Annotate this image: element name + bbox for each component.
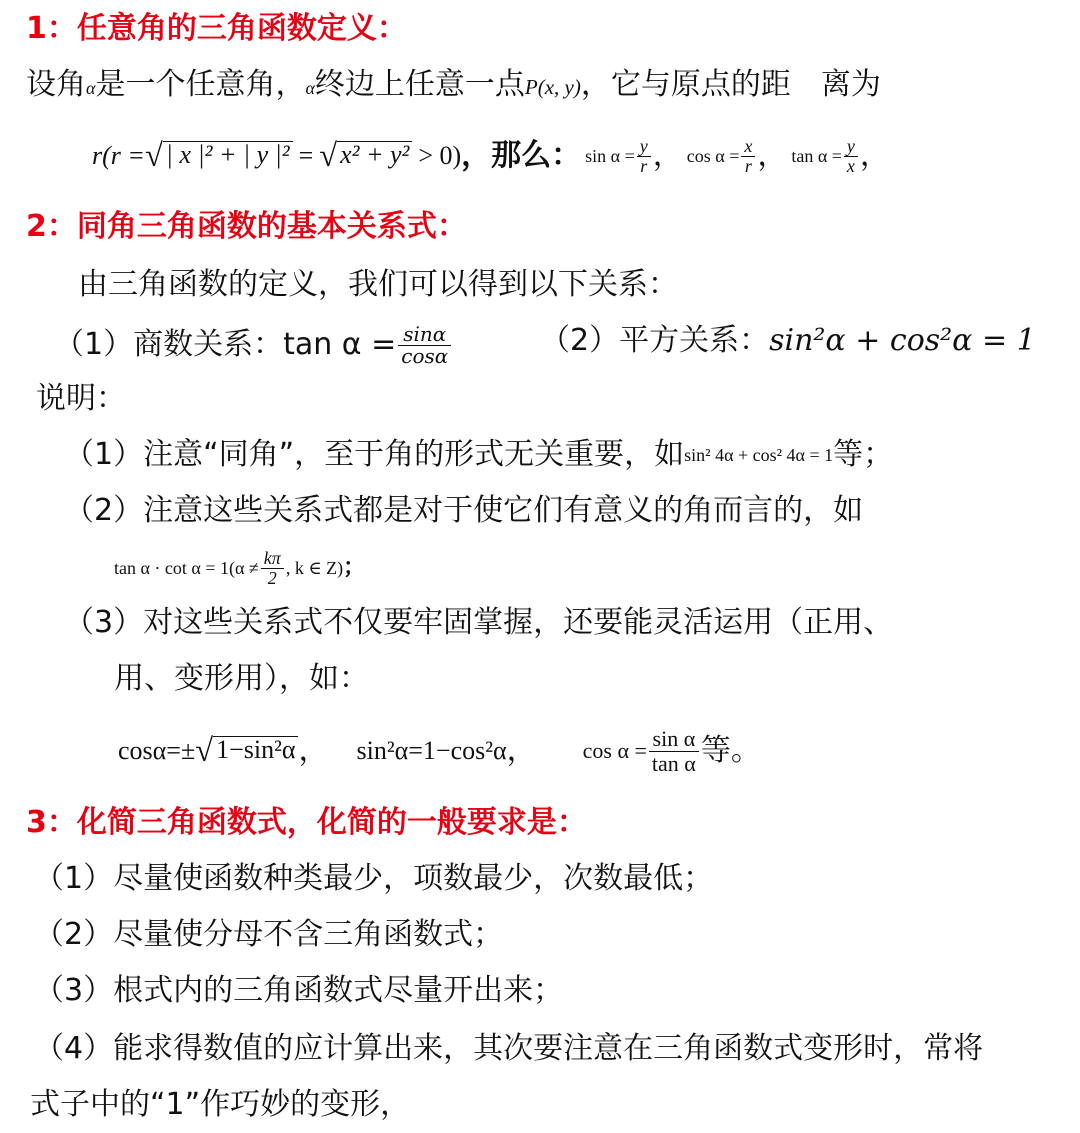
formula-3-end: 等。 <box>700 733 761 768</box>
equals-sign: = <box>298 141 314 170</box>
then-text: ，那么： <box>461 138 582 173</box>
tan-denominator: x <box>844 156 858 176</box>
cos-def-fraction <box>741 137 755 176</box>
radical-abs-body: | x |² + | y |² <box>163 141 293 168</box>
radical-xy-body: x² + y² <box>337 141 412 168</box>
note-2-lhs: tan α · cot α = 1(α ≠ <box>114 558 259 578</box>
note-2-rhs: , k ∈ Z) <box>285 558 344 578</box>
note-2-formula <box>114 540 365 596</box>
note-1-formula: sin² 4α + cos² 4α = 1 <box>684 445 834 465</box>
list-item: （2）尽量使分母不含三角函数式； <box>34 917 504 952</box>
formula-3-numerator: sin α <box>652 726 696 752</box>
square-formula: sin²α + cos²α = 1 <box>769 323 1036 358</box>
cos-def-lhs: cos α = <box>686 146 740 166</box>
intro-text: 由三角函数的定义，我们可以得到以下关系： <box>78 267 678 302</box>
note-3-formulas <box>118 718 761 784</box>
note-text: （1）注意“同角”，至于角的形式无关重要，如 <box>64 437 685 472</box>
list-item: （1）尽量使函数种类最少，项数最少，次数最低； <box>34 861 714 896</box>
note-2-fraction <box>261 549 284 588</box>
r-open: r(r = <box>92 141 145 170</box>
formula-1-radical-body: 1−sin²α <box>213 736 298 763</box>
section-3-heading: 3：化简三角函数式，化简的一般要求是： <box>26 805 587 840</box>
list-item: （4）能求得数值的应计算出来，其次要注意在三角函数式变形时，常将 <box>34 1031 984 1066</box>
quotient-relation <box>54 318 453 372</box>
tan-numerator: y <box>846 135 855 156</box>
sin-def-fraction <box>637 137 651 176</box>
quotient-fraction <box>398 321 451 368</box>
formula-3-denominator: tan α <box>649 751 699 775</box>
text-segment: ，它与原点的距 离为 <box>580 67 881 102</box>
note-label: 说明： <box>36 381 126 416</box>
section-2-heading: 2：同角三角函数的基本关系式： <box>26 209 467 244</box>
note-end: 等； <box>833 437 894 472</box>
separator: ， <box>506 733 537 768</box>
note-2-numerator: kπ <box>263 547 281 568</box>
definition-line <box>26 67 881 102</box>
note-3-text-2: 用、变形用），如： <box>114 661 369 696</box>
section-1-heading: 1：任意角的三角函数定义： <box>26 11 407 46</box>
list-item: （3）根式内的三角函数式尽量开出来； <box>34 973 564 1008</box>
alpha-symbol: α <box>305 78 315 98</box>
alpha-symbol: α <box>86 78 96 98</box>
formula-1-lhs: cosα=± <box>118 736 196 765</box>
tan-def-lhs: tan α = <box>791 146 842 166</box>
list-item: 式子中的“1”作巧妙的变形， <box>30 1087 411 1122</box>
note-1 <box>64 437 894 472</box>
relation-lhs: tan α = <box>283 327 397 362</box>
comma: ， <box>757 138 788 173</box>
quotient-denominator: cosα <box>398 345 451 367</box>
relation-label: （1）商数关系： <box>54 327 284 362</box>
radical-abs: √ | x |² + | y |² <box>145 140 293 173</box>
note-2-text: （2）注意这些关系式都是对于使它们有意义的角而言的，如 <box>64 493 864 528</box>
formula-2: sin²α=1−cos²α <box>356 736 507 765</box>
sin-denominator: r <box>637 156 651 176</box>
cos-numerator: x <box>744 135 753 156</box>
sin-numerator: y <box>639 135 648 156</box>
greater-zero: > 0) <box>418 141 462 170</box>
separator: ， <box>298 733 329 768</box>
text-segment: 是一个任意角， <box>95 67 306 102</box>
note-end: ； <box>343 555 366 580</box>
text-segment: 设角 <box>26 67 86 102</box>
tan-def-fraction <box>844 137 858 176</box>
square-relation <box>540 323 1036 358</box>
text-segment: 终边上任意一点 <box>314 67 525 102</box>
formula-3-lhs: cos α = <box>582 738 647 763</box>
formula-3-fraction <box>649 727 699 774</box>
formula-1-radical: √ 1−sin²α <box>195 735 298 768</box>
radical-xy: √ x² + y² <box>319 140 412 173</box>
relation-label: （2）平方关系： <box>540 323 770 358</box>
cos-denominator: r <box>741 156 755 176</box>
note-3-text-1: （3）对这些关系式不仅要牢固掌握，还要能灵活运用（正用、 <box>64 605 894 640</box>
point-notation: P(x, y) <box>524 75 581 99</box>
comma: ， <box>859 138 890 173</box>
quotient-numerator: sinα <box>403 321 447 346</box>
note-2-denominator: 2 <box>261 568 284 588</box>
definition-formula-line <box>92 128 890 184</box>
comma: ， <box>652 138 683 173</box>
sin-def-lhs: sin α = <box>585 146 635 166</box>
